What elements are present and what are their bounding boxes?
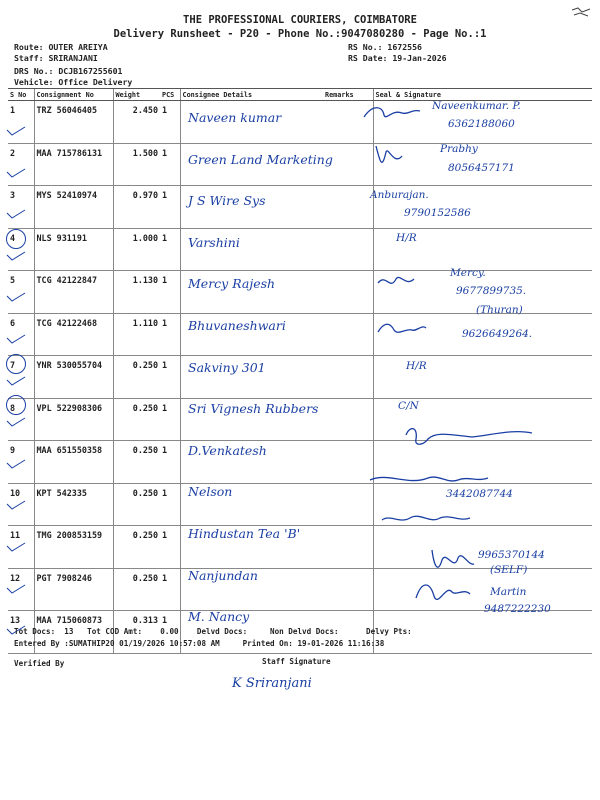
consignee-handwriting: Bhuvaneshwari xyxy=(188,318,286,333)
row-sno: 11 xyxy=(8,526,34,569)
row-weight: 0.250 xyxy=(113,483,160,526)
row-sno: 9 xyxy=(8,441,34,484)
check-tick-mark xyxy=(6,251,26,261)
row-pcs: 1 xyxy=(160,441,180,484)
signature-phone-handwriting: 3442087744 xyxy=(446,488,513,500)
row-weight: 0.250 xyxy=(113,441,160,484)
vehicle-label: Vehicle: Office Delivery xyxy=(14,77,133,87)
signature-scribble xyxy=(376,271,516,303)
row-remarks-cell xyxy=(323,441,373,484)
col-weight: Weight xyxy=(113,89,160,101)
row-consignment-no: PGT 7908246 xyxy=(34,568,113,611)
consignee-handwriting: M. Nancy xyxy=(188,609,250,625)
staff-label: Staff: SRIRANJANI xyxy=(14,53,98,63)
row-sno: 13 xyxy=(8,611,34,654)
signature-name-handwriting: Naveenkumar. P. xyxy=(432,100,521,112)
row-sno: 8 xyxy=(8,398,34,441)
verified-by-label: Verified By xyxy=(14,659,65,668)
table-header-row xyxy=(8,89,592,101)
signature-phone-handwriting: 9677899735. xyxy=(456,285,527,297)
drs-number: DRS No.: DCJB167255601 xyxy=(14,66,123,76)
row-consignment-no: VPL 522908306 xyxy=(34,398,113,441)
consignee-handwriting: Mercy Rajesh xyxy=(188,276,276,292)
row-pcs: 1 xyxy=(160,611,180,654)
row-remarks-cell xyxy=(323,186,373,229)
route-label: Route: OUTER AREIYA xyxy=(14,42,108,52)
signature-name-handwriting: Anburajan. xyxy=(370,189,429,201)
row-sno: 12 xyxy=(8,568,34,611)
row-consignment-no: TCG 42122847 xyxy=(34,271,113,314)
row-remarks-cell xyxy=(323,271,373,314)
signature-name-handwriting: Mercy. xyxy=(450,267,486,279)
col-sno: S No xyxy=(8,89,34,101)
check-tick-mark xyxy=(6,376,26,386)
row-sno: 6 xyxy=(8,313,34,356)
signature-scribble xyxy=(376,318,516,350)
signature-scribble xyxy=(402,425,542,457)
row-sno: 3 xyxy=(8,186,34,229)
check-tick-mark xyxy=(6,168,26,178)
row-pcs: 1 xyxy=(160,186,180,229)
signature-scribble xyxy=(412,578,552,610)
col-consignee: Consignee Details xyxy=(180,89,323,101)
row-weight: 1.500 xyxy=(113,143,160,186)
row-sno: 7 xyxy=(8,356,34,399)
signature-scribble xyxy=(372,142,512,174)
rs-date: RS Date: 19-Jan-2026 xyxy=(348,53,447,63)
col-consignment: Consignment No xyxy=(34,89,113,101)
row-pcs: 1 xyxy=(160,356,180,399)
row-weight: 0.970 xyxy=(113,186,160,229)
row-remarks-cell xyxy=(323,313,373,356)
row-consignment-no: MAA 651550358 xyxy=(34,441,113,484)
totals-line: Tot Docs: 13 Tot COD Amt: 0.00 Delvd Docs: Non Delvd Docs: Delvy Pts: xyxy=(14,627,412,636)
row-weight: 1.130 xyxy=(113,271,160,314)
runsheet-subtitle: Delivery Runsheet - P20 - Phone No.:9047080280 - Page No.:1 xyxy=(113,28,487,40)
signature-phone-handwriting: (SELF) xyxy=(490,564,528,576)
row-pcs: 1 xyxy=(160,568,180,611)
serial-circle-mark xyxy=(6,354,26,374)
row-consignment-no: MAA 715786131 xyxy=(34,143,113,186)
table-row xyxy=(8,186,592,229)
consignee-handwriting: D.Venkatesh xyxy=(188,442,267,458)
col-pcs: PCS xyxy=(160,89,180,101)
consignee-handwriting: Nelson xyxy=(188,484,233,500)
company-title: THE PROFESSIONAL COURIERS, COIMBATORE xyxy=(183,14,417,26)
consignee-handwriting: Nanjundan xyxy=(188,567,258,583)
row-consignment-no: TRZ 56046405 xyxy=(34,101,113,144)
signature-name-handwriting: H/R xyxy=(406,360,427,372)
signature-name-handwriting: 9965370144 xyxy=(478,549,545,561)
signature-name-handwriting: Prabhy xyxy=(440,143,478,155)
consignee-handwriting: Green Land Marketing xyxy=(188,151,333,167)
signature-phone-handwriting: 9790152586 xyxy=(404,207,471,219)
row-pcs: 1 xyxy=(160,398,180,441)
row-consignment-no: TCG 42122468 xyxy=(34,313,113,356)
row-sno: 10 xyxy=(8,483,34,526)
row-pcs: 1 xyxy=(160,313,180,356)
row-weight: 0.250 xyxy=(113,526,160,569)
consignee-handwriting: Naveen kumar xyxy=(188,110,282,125)
col-remarks: Remarks xyxy=(323,89,373,101)
signature-name-handwriting: C/N xyxy=(398,400,419,412)
row-remarks-cell xyxy=(323,398,373,441)
check-tick-mark xyxy=(6,459,26,469)
entered-by-line: Entered By :SUMATHIP20 01/19/2026 10:57:08 AM Printed On: 19-01-2026 11:16:38 xyxy=(14,639,385,648)
table-row xyxy=(8,356,592,399)
row-weight: 1.110 xyxy=(113,313,160,356)
col-seal: Seal & Signature xyxy=(373,89,592,101)
row-weight: 1.000 xyxy=(113,228,160,271)
check-tick-mark xyxy=(6,126,26,136)
check-tick-mark xyxy=(6,292,26,302)
signature-name-handwriting: Martin xyxy=(490,586,527,598)
row-pcs: 1 xyxy=(160,143,180,186)
signature-phone-handwriting: 6362188060 xyxy=(448,118,515,130)
table-row xyxy=(8,228,592,271)
rs-number: RS No.: 1672556 xyxy=(348,42,422,52)
row-pcs: 1 xyxy=(160,101,180,144)
row-remarks-cell xyxy=(323,483,373,526)
row-pcs: 1 xyxy=(160,271,180,314)
staff-signature-handwriting: K Sriranjani xyxy=(232,676,312,691)
row-sno: 5 xyxy=(8,271,34,314)
row-consignment-no: NLS 931191 xyxy=(34,228,113,271)
row-weight: 0.250 xyxy=(113,398,160,441)
signature-phone-handwriting: 8056457171 xyxy=(448,162,515,174)
check-tick-mark xyxy=(6,334,26,344)
row-pcs: 1 xyxy=(160,228,180,271)
consignee-handwriting: J S Wire Sys xyxy=(188,193,266,209)
signature-name-handwriting: H/R xyxy=(396,232,417,244)
check-tick-mark xyxy=(6,209,26,219)
row-consignment-no: MAA 715060873 xyxy=(34,611,113,654)
signature-scribble xyxy=(380,510,520,542)
signature-scribble xyxy=(368,470,508,502)
row-sno: 2 xyxy=(8,143,34,186)
signature-scribble xyxy=(428,546,568,578)
check-tick-mark xyxy=(6,417,26,427)
consignee-handwriting: Sakviny 301 xyxy=(188,359,266,375)
row-consignment-no: KPT 542335 xyxy=(34,483,113,526)
row-sno: 1 xyxy=(8,101,34,144)
check-tick-mark xyxy=(6,542,26,552)
row-weight: 2.450 xyxy=(113,101,160,144)
staff-signature-label: Staff Signature xyxy=(262,657,331,666)
consignee-handwriting: Hindustan Tea 'B' xyxy=(188,526,301,541)
signature-scribble xyxy=(362,103,502,135)
row-consignment-no: TMG 200853159 xyxy=(34,526,113,569)
signature-name-handwriting: (Thuran) xyxy=(476,304,523,316)
row-weight: 0.250 xyxy=(113,568,160,611)
consignee-handwriting: Sri Vignesh Rubbers xyxy=(188,401,319,417)
row-remarks-cell xyxy=(323,228,373,271)
row-pcs: 1 xyxy=(160,483,180,526)
check-tick-mark xyxy=(6,584,26,594)
row-sno: 4 xyxy=(8,228,34,271)
row-consignment-no: MYS 52410974 xyxy=(34,186,113,229)
row-pcs: 1 xyxy=(160,526,180,569)
consignee-handwriting: Varshini xyxy=(188,234,240,250)
row-remarks-cell xyxy=(323,356,373,399)
row-weight: 0.250 xyxy=(113,356,160,399)
serial-circle-mark xyxy=(6,229,26,249)
check-tick-mark xyxy=(6,500,26,510)
row-remarks-cell xyxy=(323,568,373,611)
row-weight: 0.313 xyxy=(113,611,160,654)
row-remarks-cell xyxy=(323,526,373,569)
signature-phone-handwriting: 9626649264. xyxy=(462,328,533,340)
signature-phone-handwriting: 9487222230 xyxy=(484,603,551,615)
row-consignment-no: YNR 530055704 xyxy=(34,356,113,399)
